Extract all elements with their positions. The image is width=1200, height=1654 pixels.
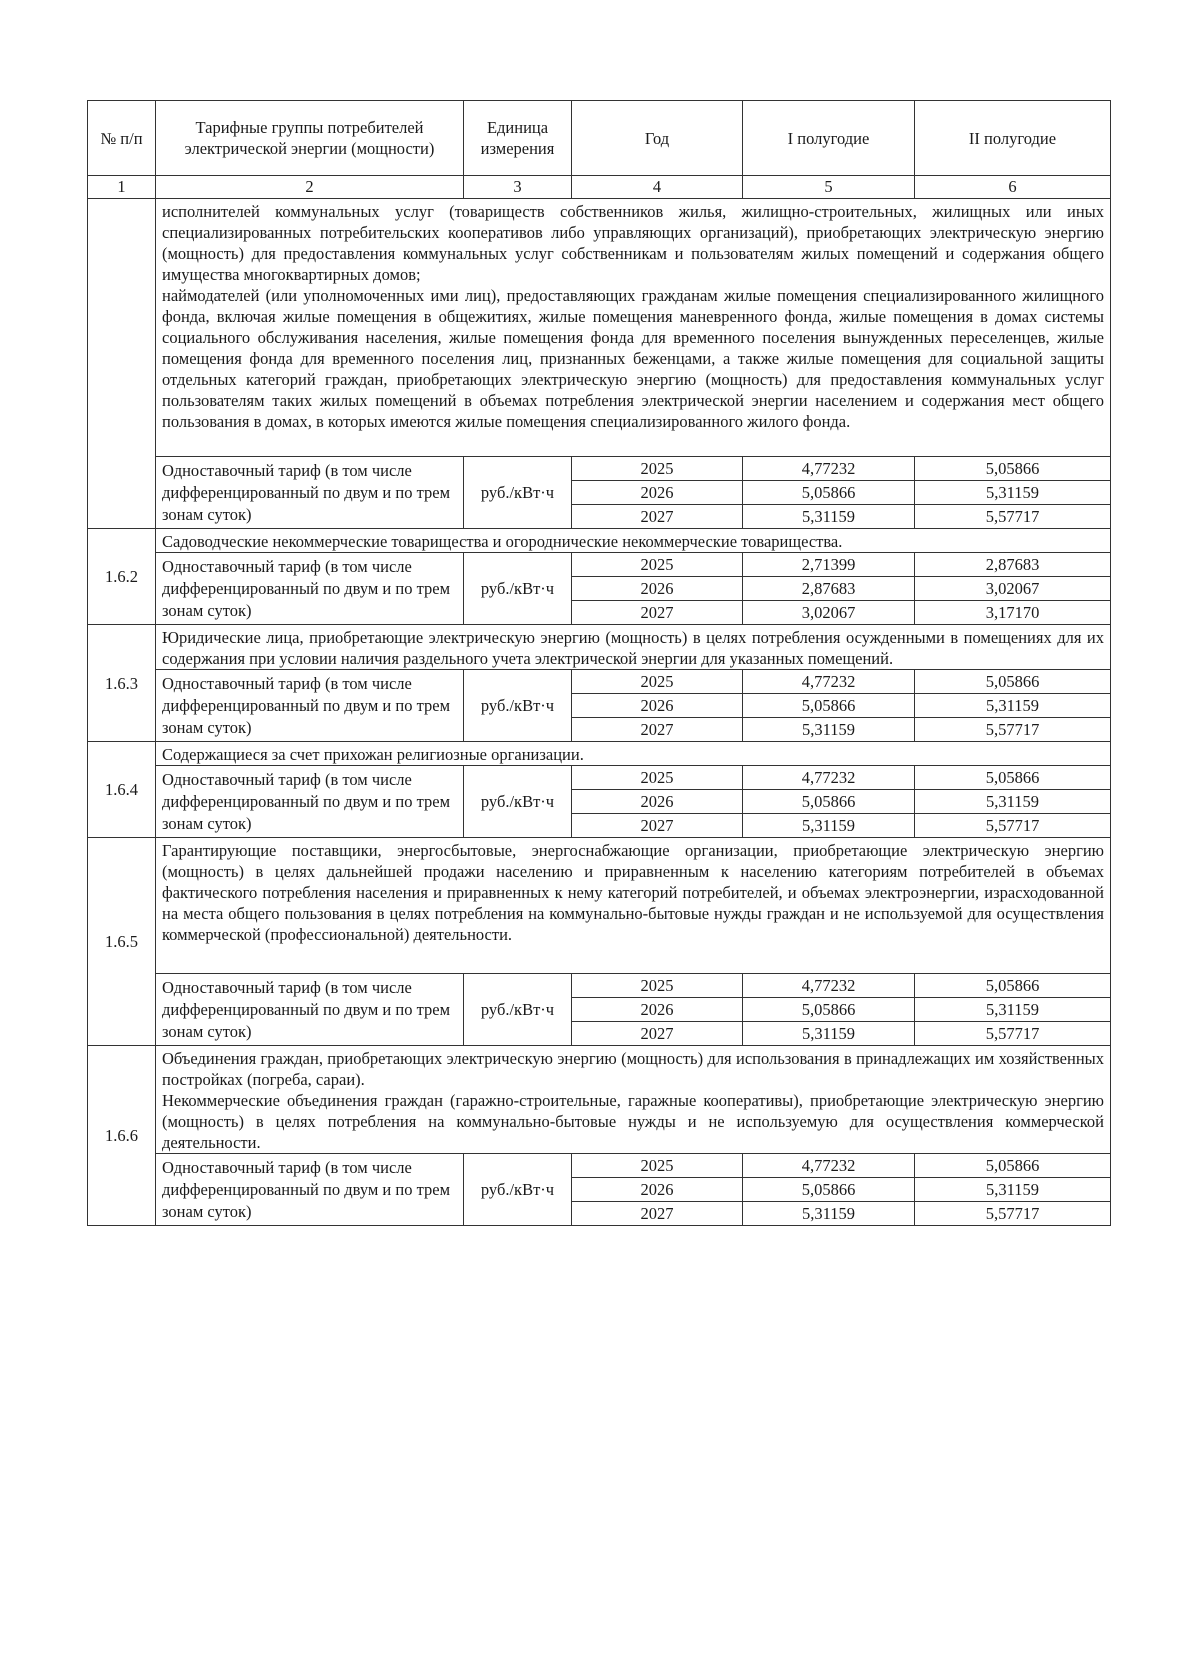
tariff-name: Одноставочный тариф (в том числе дифференцированный по двум и по трем зонам суток) bbox=[156, 766, 464, 838]
section-number bbox=[88, 199, 156, 529]
section-description-row bbox=[88, 742, 1111, 766]
section-number: 1.6.4 bbox=[88, 742, 156, 838]
year-cell: 2027 bbox=[572, 1022, 743, 1046]
h2-value: 2,87683 bbox=[915, 553, 1111, 577]
h1-value: 5,05866 bbox=[743, 998, 915, 1022]
tariff-row bbox=[88, 553, 1111, 577]
section-description-text: Объединения граждан, приобретающих электрическую энергию (мощность) для использования в принадлежащих им хозяйственных постройках (погреба, сараи). Некоммерческие объединения граждан (гаражно-строительные, гаражные кооперативы), приобретающие электрическую энергию (мощность) в целях потребления на коммунально-бытовые нужды и не используемую для осуществления коммерческой деятельности. bbox=[162, 1049, 1104, 1152]
header-no: № п/п bbox=[88, 101, 156, 176]
h1-value: 5,31159 bbox=[743, 814, 915, 838]
tariff-unit: руб./кВт·ч bbox=[464, 553, 572, 625]
col-number: 2 bbox=[156, 176, 464, 199]
h2-value: 5,31159 bbox=[915, 790, 1111, 814]
column-number-row bbox=[88, 176, 1111, 199]
section-description bbox=[156, 625, 1111, 670]
col-number: 3 bbox=[464, 176, 572, 199]
section-description bbox=[156, 199, 1111, 457]
section-description-row bbox=[88, 838, 1111, 974]
section-description bbox=[156, 742, 1111, 766]
h1-value: 4,77232 bbox=[743, 974, 915, 998]
h1-value: 3,02067 bbox=[743, 601, 915, 625]
year-cell: 2026 bbox=[572, 998, 743, 1022]
h2-value: 5,57717 bbox=[915, 814, 1111, 838]
h2-value: 5,57717 bbox=[915, 505, 1111, 529]
year-cell: 2027 bbox=[572, 1202, 743, 1226]
header-unit: Единица измерения bbox=[464, 101, 572, 176]
year-cell: 2025 bbox=[572, 974, 743, 998]
h1-value: 5,05866 bbox=[743, 790, 915, 814]
tariff-row bbox=[88, 457, 1111, 481]
year-cell: 2026 bbox=[572, 694, 743, 718]
h2-value: 5,31159 bbox=[915, 694, 1111, 718]
col-number: 5 bbox=[743, 176, 915, 199]
h2-value: 5,05866 bbox=[915, 974, 1111, 998]
h1-value: 4,77232 bbox=[743, 457, 915, 481]
header-year: Год bbox=[572, 101, 743, 176]
h1-value: 2,71399 bbox=[743, 553, 915, 577]
h2-value: 5,31159 bbox=[915, 481, 1111, 505]
tariff-name: Одноставочный тариф (в том числе дифференцированный по двум и по трем зонам суток) bbox=[156, 553, 464, 625]
h2-value: 5,05866 bbox=[915, 457, 1111, 481]
year-cell: 2026 bbox=[572, 790, 743, 814]
section-description-row bbox=[88, 529, 1111, 553]
h2-value: 3,02067 bbox=[915, 577, 1111, 601]
section-description-text: Содержащиеся за счет прихожан религиозные организации. bbox=[162, 745, 584, 764]
section-description bbox=[156, 1046, 1111, 1154]
section-number: 1.6.3 bbox=[88, 625, 156, 742]
h2-value: 5,05866 bbox=[915, 766, 1111, 790]
h2-value: 5,57717 bbox=[915, 718, 1111, 742]
year-cell: 2027 bbox=[572, 814, 743, 838]
section-description-text: Садоводческие некоммерческие товарищества и огороднические некоммерческие товарищества. bbox=[162, 532, 843, 551]
h1-value: 5,31159 bbox=[743, 1202, 915, 1226]
h1-value: 5,05866 bbox=[743, 1178, 915, 1202]
tariff-unit: руб./кВт·ч bbox=[464, 1154, 572, 1226]
tariff-name: Одноставочный тариф (в том числе дифференцированный по двум и по трем зонам суток) bbox=[156, 457, 464, 529]
tariff-unit: руб./кВт·ч bbox=[464, 974, 572, 1046]
col-number: 4 bbox=[572, 176, 743, 199]
tariff-name: Одноставочный тариф (в том числе дифференцированный по двум и по трем зонам суток) bbox=[156, 670, 464, 742]
tariff-row bbox=[88, 766, 1111, 790]
year-cell: 2027 bbox=[572, 601, 743, 625]
col-number: 6 bbox=[915, 176, 1111, 199]
section-description-row bbox=[88, 1046, 1111, 1154]
year-cell: 2026 bbox=[572, 577, 743, 601]
h1-value: 5,05866 bbox=[743, 481, 915, 505]
h1-value: 5,05866 bbox=[743, 694, 915, 718]
section-description-text: исполнителей коммунальных услуг (товариществ собственников жилья, жилищно-строительных, жилищных или иных специализированных потребительских кооперативов либо управляющих организаций), приобретающих электрическую энергию (мощность) для предоставления коммунальных услуг собственникам и пользователям жилых помещений и содержания общего имущества многоквартирных домов; наймодателей (или уполномоченных ими лиц), предоставляющих гражданам жилые помещения специализированного жилищного фонда, включая жилые помещения в общежитиях, жилые помещения маневренного фонда, жилые помещения в домах системы социального обслуживания населения, жилые помещения фонда для временного поселения вынужденных переселенцев, жилые помещения фонда для временного поселения лиц, признанных беженцами, а также жилые помещения для социальной защиты отдельных категорий граждан, приобретающих электрическую энергию (мощность) для предоставления коммунальных услуг пользователям таких жилых помещений в объемах потребления электрической энергии населением и содержания мест общего пользования в домах, в которых имеются жилые помещения специализированного жилого фонда. bbox=[162, 202, 1104, 431]
h2-value: 5,31159 bbox=[915, 998, 1111, 1022]
section-description bbox=[156, 529, 1111, 553]
h2-value: 5,57717 bbox=[915, 1202, 1111, 1226]
year-cell: 2025 bbox=[572, 766, 743, 790]
h1-value: 5,31159 bbox=[743, 505, 915, 529]
year-cell: 2027 bbox=[572, 718, 743, 742]
year-cell: 2025 bbox=[572, 1154, 743, 1178]
tariff-unit: руб./кВт·ч bbox=[464, 457, 572, 529]
h1-value: 5,31159 bbox=[743, 718, 915, 742]
section-number: 1.6.6 bbox=[88, 1046, 156, 1226]
section-description-text: Гарантирующие поставщики, энергосбытовые, энергоснабжающие организации, приобретающие электрическую энергию (мощность) в целях дальнейшей продажи населению и приравненным к населению категориям потребителей в объемах фактического потребления населения и приравненных к нему категорий потребителей, и объемах электроэнергии, израсходованной на места общего пользования в целях потребления на коммунально-бытовые нужды граждан и не используемой для осуществления коммерческой (профессиональной) деятельности. bbox=[162, 841, 1104, 944]
year-cell: 2026 bbox=[572, 481, 743, 505]
tariff-unit: руб./кВт·ч bbox=[464, 670, 572, 742]
year-cell: 2025 bbox=[572, 457, 743, 481]
h1-value: 4,77232 bbox=[743, 670, 915, 694]
year-cell: 2027 bbox=[572, 505, 743, 529]
section-description-row bbox=[88, 199, 1111, 457]
h2-value: 5,05866 bbox=[915, 1154, 1111, 1178]
tariff-table bbox=[87, 100, 1111, 1226]
tariff-name: Одноставочный тариф (в том числе дифференцированный по двум и по трем зонам суток) bbox=[156, 1154, 464, 1226]
section-description bbox=[156, 838, 1111, 974]
tariff-unit: руб./кВт·ч bbox=[464, 766, 572, 838]
col-number: 1 bbox=[88, 176, 156, 199]
h2-value: 5,31159 bbox=[915, 1178, 1111, 1202]
year-cell: 2026 bbox=[572, 1178, 743, 1202]
tariff-row bbox=[88, 974, 1111, 998]
h1-value: 4,77232 bbox=[743, 766, 915, 790]
header-group: Тарифные группы потребителей электрической энергии (мощности) bbox=[156, 101, 464, 176]
h1-value: 5,31159 bbox=[743, 1022, 915, 1046]
h2-value: 5,57717 bbox=[915, 1022, 1111, 1046]
h1-value: 2,87683 bbox=[743, 577, 915, 601]
h1-value: 4,77232 bbox=[743, 1154, 915, 1178]
year-cell: 2025 bbox=[572, 553, 743, 577]
section-number: 1.6.5 bbox=[88, 838, 156, 1046]
header-h2: II полугодие bbox=[915, 101, 1111, 176]
section-number: 1.6.2 bbox=[88, 529, 156, 625]
header-row bbox=[88, 101, 1111, 176]
section-description-text: Юридические лица, приобретающие электрическую энергию (мощность) в целях потребления осужденными в помещениях для их содержания при условии наличия раздельного учета электрической энергии для указанных помещений. bbox=[162, 628, 1104, 668]
header-h1: I полугодие bbox=[743, 101, 915, 176]
h2-value: 5,05866 bbox=[915, 670, 1111, 694]
section-description-row bbox=[88, 625, 1111, 670]
year-cell: 2025 bbox=[572, 670, 743, 694]
tariff-row bbox=[88, 670, 1111, 694]
tariff-name: Одноставочный тариф (в том числе дифференцированный по двум и по трем зонам суток) bbox=[156, 974, 464, 1046]
tariff-row bbox=[88, 1154, 1111, 1178]
h2-value: 3,17170 bbox=[915, 601, 1111, 625]
